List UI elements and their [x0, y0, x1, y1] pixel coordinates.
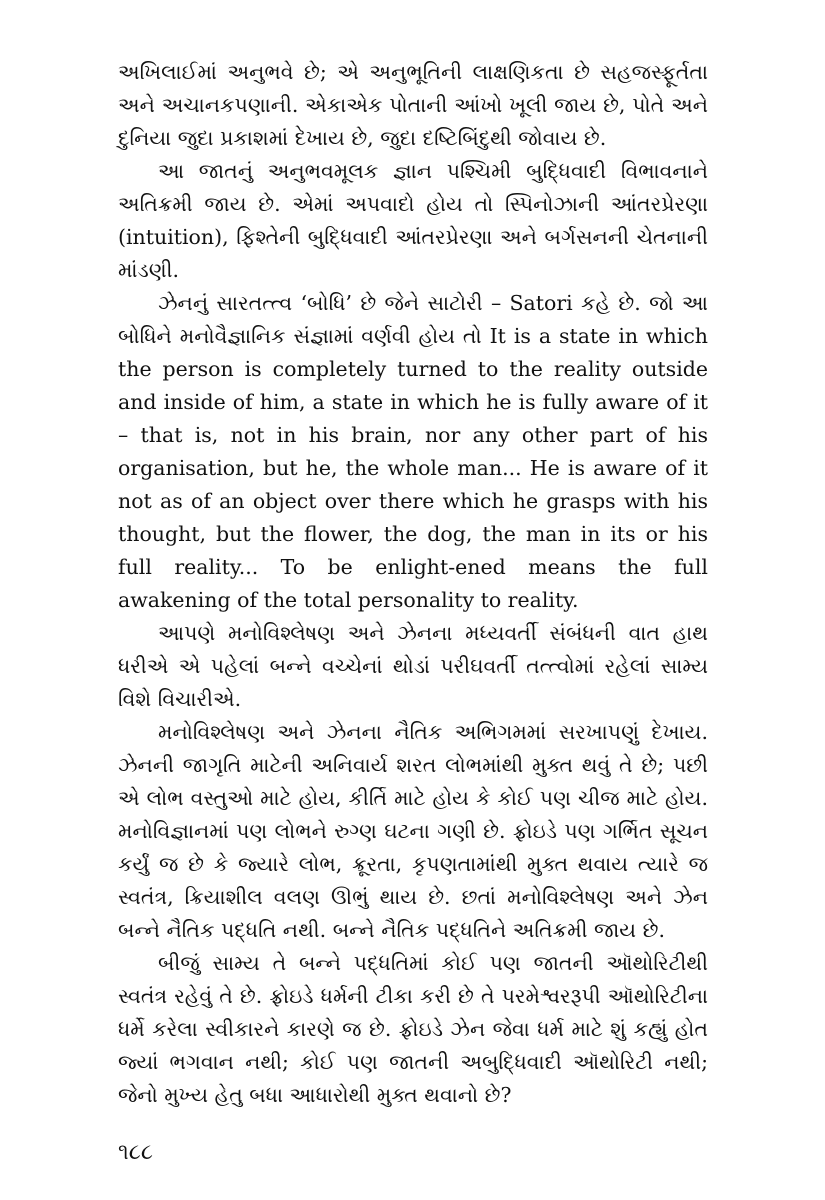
page-body — [118, 56, 708, 1112]
paragraph-3-satori-quote: ઝેનનું સારતત્ત્વ ‘બોધિ’ છે જેને સાટોરી – Satori કહે છે. જો આ બોધિને મનોવૈજ્ઞાનિક સંજ્ઞામાં વર્ણવી હોય તો It is a state in which the person is completely turned to the reality outside and inside of him, a state in which he is fully aware of it – that is, not in his brain, nor any other part of his organisation, but he, the whole man... He is aware of it not as of an object over there which he grasps with his thought, but the flower, the dog, the man in its or his full reality... To be enlight-ened means the full awakening of the total personality to reality. — [118, 291, 708, 612]
page-number: ૧૮૮ — [118, 1140, 153, 1165]
paragraph-4: આપણે મનોવિશ્લેષણ અને ઝેનના મધ્યવર્તી સંબંધની વાત હાથ ધરીએ એ પહેલાં બન્ને વચ્ચેનાં થોડાં પરીઘવર્તી તત્ત્વોમાં રહેલાં સામ્ય વિશે વિચારીએ. — [118, 621, 708, 711]
paragraph-1: અખિલાઈમાં અનુભવે છે; એ અનુભૂતિની લાક્ષણિકતા છે સહજસ્ફૂર્તતા અને અચાનકપણાની. એકાએક પોતાની આંખો ખૂલી જાય છે, પોતે અને દુનિયા જુદા પ્રકાશમાં દેખાય છે, જુદા દષ્ટિબિંદુથી જોવાય છે. — [118, 60, 708, 150]
paragraph-6: બીજું સામ્ય તે બન્ને પદ્ધતિમાં કોઈ પણ જાતની ઑથોરિટીથી સ્વતંત્ર રહેવું તે છે. ફ્રોઇડે ધર્મની ટીકા કરી છે તે પરમેશ્વરરૂપી ઑથોરિટીના ધર્મે કરેલા સ્વીકારને કારણે જ છે. ફ્રોઇડે ઝેન જેવા ધર્મ માટે શું કહ્યું હોત જ્યાં ભગવાન નથી; કોઈ પણ જાતની અબુદ્ધિવાદી ઑથોરિટી નથી; જેનો મુખ્ય હેતુ બધા આધારોથી મુક્ત થવાનો છે? — [118, 951, 708, 1107]
paragraph-2: આ જાતનું અનુભવમૂલક જ્ઞાન પશ્ચિમી બુદ્ધિવાદી વિભાવનાને અતિક્રમી જાય છે. એમાં અપવાદો હોય તો સ્પિનોઝાની આંતરપ્રેરણા (intuition), ફિશ્તેની બુદ્ધિવાદી આંતરપ્રેરણા અને બર્ગસનની ચેતનાની માંડણી. — [118, 159, 708, 282]
paragraph-5: મનોવિશ્લેષણ અને ઝેનના નૈતિક અભિગમમાં સરખાપણું દેખાય. ઝેનની જાગૃતિ માટેની અનિવાર્ય શરત લોભમાંથી મુક્ત થવું તે છે; પછી એ લોભ વસ્તુઓ માટે હોય, કીર્તિ માટે હોય કે કોઈ પણ ચીજ માટે હોય. મનોવિજ્ઞાનમાં પણ લોભને રુગ્ણ ઘટના ગણી છે. ફ્રોઇડે પણ ગર્ભિત સૂચન કર્યું જ છે કે જ્યારે લોભ, ક્રૂરતા, કૃપણતામાંથી મુક્ત થવાય ત્યારે જ સ્વતંત્ર, ક્રિયાશીલ વલણ ઊભું થાય છે. છતાં મનોવિશ્લેષણ અને ઝેન બન્ને નૈતિક પદ્ધતિ નથી. બન્ને નૈતિક પદ્ધતિને અતિક્રમી જાય છે. — [118, 720, 708, 942]
